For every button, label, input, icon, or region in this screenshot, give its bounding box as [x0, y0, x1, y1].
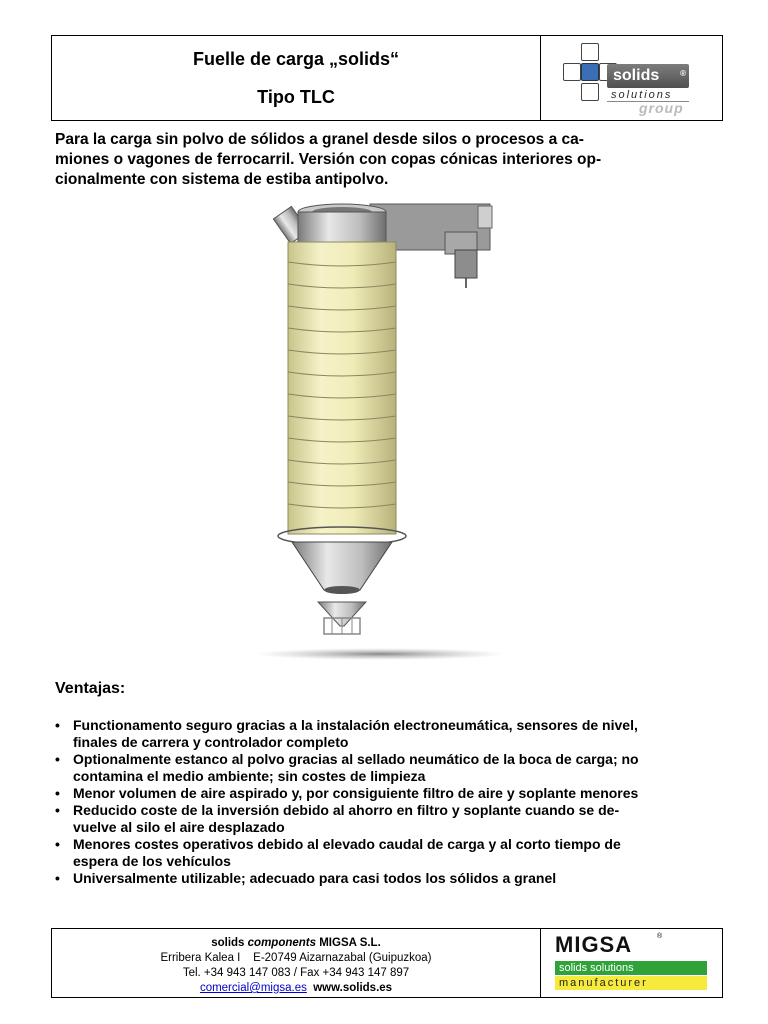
list-item: • Reducido coste de la inversión debido al ahorro en filtro y soplante cuando se de- vuelve al silo el aire desplazado	[55, 802, 620, 835]
list-item: • Optionalmente estanco al polvo gracias al sellado neumático de la boca de carga; no contamina el medio ambiente; sin costes de limpieza	[55, 751, 639, 784]
solids-wordmark: solids ®	[607, 64, 689, 88]
website-link[interactable]: www.solids.es	[313, 982, 393, 994]
company-address: Erribera Kalea I E-20749 Aizarnazabal (Guipuzkoa)	[160, 952, 432, 964]
list-item: • Functionamento seguro gracias a la instalación electroneumática, sensores de nivel, finales de carrera y controlador completo	[55, 717, 638, 750]
migsa-registered: ®	[657, 933, 663, 940]
migsa-tagline-green: solids solutions	[555, 961, 707, 975]
footer-box	[51, 928, 723, 998]
migsa-logo	[541, 929, 722, 997]
solids-logo	[559, 43, 699, 115]
solids-group-text: group	[639, 100, 684, 116]
email-link[interactable]: comercial@migsa.es	[199, 982, 307, 994]
intro-paragraph	[55, 130, 715, 190]
intro-line: cionalmente con sistema de estiba antipolvo.	[55, 171, 389, 188]
loading-bellows-illustration	[240, 192, 520, 672]
company-name: solids components MIGSA S.L.	[211, 937, 381, 949]
migsa-tagline-yellow: manufacturer	[555, 976, 707, 990]
intro-line: miones o vagones de ferrocarril. Versión con copas cónicas interiores op-	[55, 151, 602, 168]
list-item: • Universalmente utilizable; adecuado para casi todos los sólidos a granel	[55, 870, 557, 886]
document-title	[52, 36, 541, 120]
advantages-list	[55, 717, 715, 887]
company-phone: Tel. +34 943 147 083 / Fax +34 943 147 897	[182, 967, 410, 979]
list-item: • Menor volumen de aire aspirado y, por consiguiente filtro de aire y soplante menores	[55, 785, 639, 801]
title-line-1: Fuelle de carga „solids“	[192, 49, 400, 69]
list-item: • Menores costes operativos debido al elevado caudal de carga y al corto tiempo de espera de los vehículos	[55, 836, 621, 869]
migsa-wordmark: MIGSA	[555, 932, 633, 957]
header-box	[51, 35, 723, 121]
solids-tagline: solutions	[607, 89, 689, 102]
header-logo-cell	[541, 36, 722, 120]
advantages-heading: Ventajas:	[55, 680, 126, 697]
intro-line: Para la carga sin polvo de sólidos a granel desde silos o procesos a ca-	[55, 131, 584, 148]
footer-contact	[52, 929, 541, 997]
title-line-2: Tipo TLC	[257, 87, 335, 107]
